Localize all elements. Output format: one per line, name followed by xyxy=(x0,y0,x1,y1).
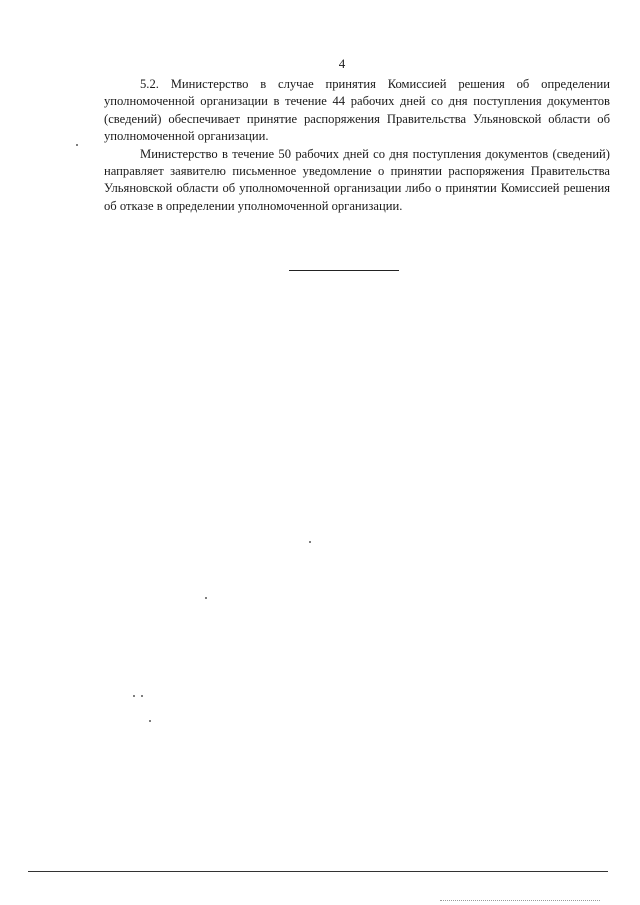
separator-line xyxy=(289,270,399,271)
scan-speck xyxy=(309,541,311,543)
scan-speck xyxy=(133,695,135,697)
document-body xyxy=(104,76,610,215)
paragraph-5-2: 5.2. Министерство в случае принятия Комиссией решения об определении уполномоченной организации в течение 44 рабочих дней со дня поступления документов (сведений) обеспечивает принятие распоряжения Правительства Ульяновской области об уполномоченной организации. xyxy=(104,77,610,144)
bottom-dotted-line xyxy=(440,900,600,901)
scan-speck xyxy=(141,695,143,697)
scan-speck xyxy=(149,720,151,722)
page-number: 4 xyxy=(338,56,346,71)
bottom-scan-edge-line xyxy=(28,871,608,872)
scan-speck xyxy=(76,144,78,146)
scan-speck xyxy=(205,597,207,599)
paragraph-notification: Министерство в течение 50 рабочих дней со дня поступления документов (сведений) направляет заявителю письменное уведомление о принятии распоряжения Правительства Ульяновской области об уполномоченной организации либо о принятии Комиссией решения об отказе в определении уполномоченной организации. xyxy=(104,146,610,213)
